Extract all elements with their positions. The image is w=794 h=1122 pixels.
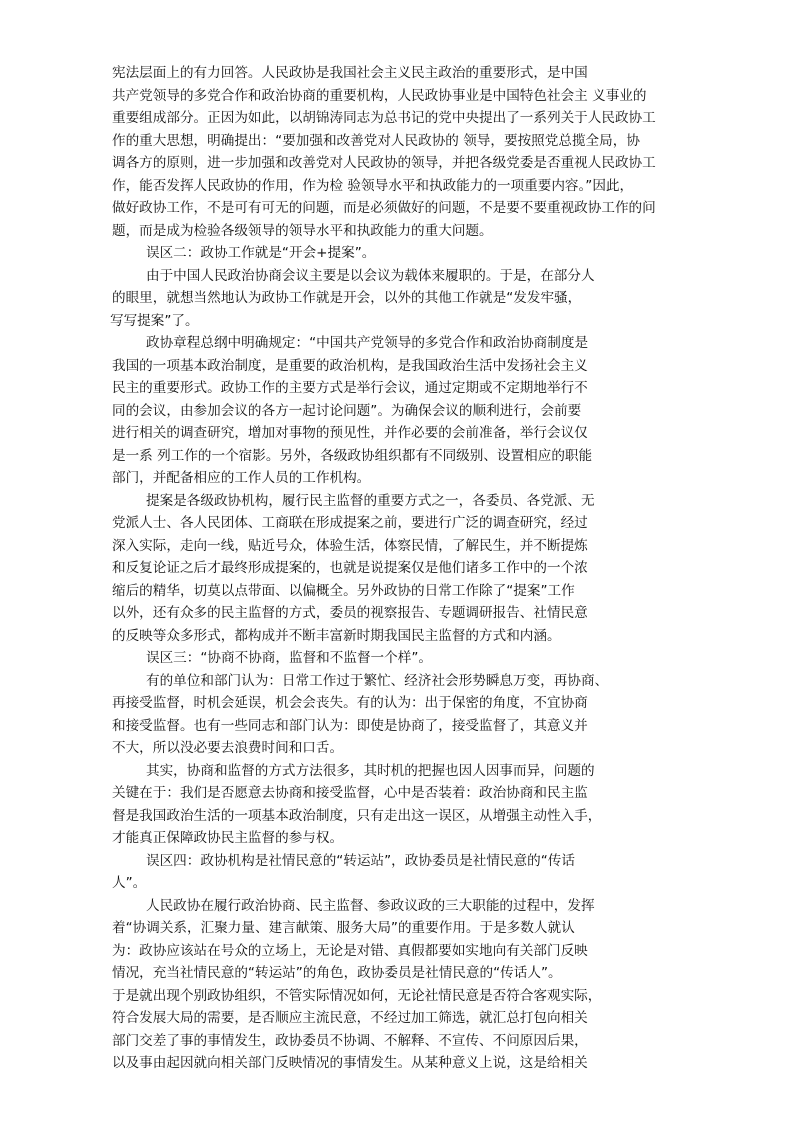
text-line: 关键在于：我们是否愿意去协商和接受监督，心中是否装着：政治协商和民主监 xyxy=(112,785,588,801)
text-line: 的眼里，就想当然地认为政协工作就是开会，以外的其他工作就是“发发牢骚， xyxy=(112,290,582,306)
text-line: 写写提案”了。 xyxy=(110,312,199,329)
text-line: 情况，充当社情民意的“转运站”的角色，政协委员是社情民意的“传话人”。 xyxy=(112,965,562,981)
text-line: 的反映等众多形式，都构成并不断丰富新时期我国民主监督的方式和内涵。 xyxy=(112,627,561,644)
text-line: 其实，协商和监督的方式方法很多，其时机的把握也因人因事而异，问题的 xyxy=(146,762,595,779)
text-line: 以外，还有众多的民主监督的方式，委员的视察报告、专题调研报告、社情民意 xyxy=(112,605,588,621)
text-line: 深入实际，走向一线，贴近号众，体验生活，体察民情，了解民生，并不断提炼 xyxy=(112,537,588,554)
text-line: 我国的一项基本政治制度，是重要的政治机构，是我国政治生活中发扬社会主义 xyxy=(112,357,588,374)
text-line: 符合发展大局的需要，是否顺应主流民意，不经过加工筛选，就汇总打包向相关 xyxy=(112,1010,588,1026)
text-line: 和接受监督。也有一些同志和部门认为：即使是协商了，接受监督了，其意义并 xyxy=(112,717,588,734)
section-heading-continued: 人”。 xyxy=(112,875,147,891)
text-line: 重要组成部分。正因为如此，以胡锦涛同志为总书记的党中央提出了一系列关于人民政协工 xyxy=(112,110,656,126)
section-heading: 误区二：政协工作就是“开会+提案”。 xyxy=(146,245,376,261)
text-line: 调各方的原则，进一步加强和改善党对人民政协的领导，并把各级党委是否重视人民政协工 xyxy=(112,155,656,171)
text-line: 和反复论证之后才最终形成提案的，也就是说提案仅是他们诸多工作中的一个浓 xyxy=(112,560,588,576)
text-line: 为：政协应该站在号众的立场上，无论是对错、真假都要如实地向有关部门反映 xyxy=(112,942,588,959)
text-line: 于是就出现个别政协组织，不管实际情况如何，无论社情民意是否符合客观实际， xyxy=(112,987,602,1004)
text-line: 共产党领导的多党合作和政治协商的重要机构，人民政协事业是中国特色社会主 义事业的 xyxy=(112,87,647,104)
text-line: 是一系 列工作的一个宿影。另外，各级政协组织都有不同级别、设置相应的职能 xyxy=(112,447,593,464)
text-line: 人民政协在履行政治协商、民主监督、参政议政的三大职能的过程中，发挥 xyxy=(146,897,595,914)
text-line: 再接受监督，时机会延误，机会会丧失。有的认为：出于保密的角度，不宜协商 xyxy=(112,695,588,711)
text-line: 做好政协工作，不是可有可无的问题，而是必须做好的问题，不是要不要重视政协工作的问 xyxy=(112,200,656,216)
text-line: 由于中国人民政治协商会议主要是以会议为载体来履职的。于是，在部分人 xyxy=(146,267,595,284)
section-heading: 误区三：“协商不协商，监督和不监督一个样”。 xyxy=(146,650,432,666)
text-line: 民主的重要形式。政协工作的主要方式是举行会议，通过定期或不定期地举行不 xyxy=(112,380,588,396)
text-line: 不大，所以没必要去浪费时间和口舌。 xyxy=(112,740,344,756)
text-line: 才能真正保障政协民主监督的参与权。 xyxy=(112,830,344,846)
text-line: 政协章程总纲中明确规定：“中国共产党领导的多党合作和政治协商制度是 xyxy=(146,335,589,351)
text-line: 督是我国政治生活的一项基本政治制度，只有走出这一误区，从增强主动性入手， xyxy=(112,807,602,824)
text-line: 作的重大思想，明确提出：“要加强和改善党对人民政协的 领导，要按照党总揽全局，协 xyxy=(112,132,640,149)
text-line: 题，而是成为检验各级领导的领导水平和执政能力的重大问题。 xyxy=(112,222,493,239)
text-line: 着“协调关系，汇聚力量、建言献策、服务大局”的重要作用。于是多数人就认 xyxy=(112,920,575,936)
text-line: 以及事由起因就向相关部门反映情况的事情发生。从某种意义上说，这是给相关 xyxy=(112,1055,588,1071)
text-line: 作，能否发挥人民政协的作用，作为检 验领导水平和执政能力的一项重要内容。”因此， xyxy=(112,177,634,194)
text-line: 党派人士、各人民团体、工商联在形成提案之前，要进行广泛的调查研究，经过 xyxy=(112,515,588,531)
text-line: 有的单位和部门认为：日常工作过于繁忙、经济社会形势瞬息万变，再协商、 xyxy=(146,672,609,689)
text-line: 同的会议，由参加会议的各方一起讨论问题”。为确保会议的顺利进行，会前要 xyxy=(112,402,582,419)
text-line: 进行相关的调查研究，增加对事物的预见性，并作必要的会前准备，举行会议仅 xyxy=(112,425,588,441)
text-line: 部门，并配备相应的工作人员的工作机构。 xyxy=(112,470,371,486)
text-line: 宪法层面上的有力回答。人民政协是我国社会主义民主政治的重要形式，是中国 xyxy=(112,65,588,81)
text-line: 部门交差了事的事情发生，政协委员不协调、不解释、不宣传、不问原因后果， xyxy=(112,1032,588,1049)
text-line: 提案是各级政协机构，履行民主监督的重要方式之一，各委员、各党派、无 xyxy=(146,492,595,509)
section-heading: 误区四：政协机构是社情民意的“转运站”，政协委员是社情民意的“传话 xyxy=(146,852,575,869)
text-line: 缩后的精华，切莫以点带面、以偏概全。另外政协的日常工作除了“提案”工作 xyxy=(112,582,575,599)
